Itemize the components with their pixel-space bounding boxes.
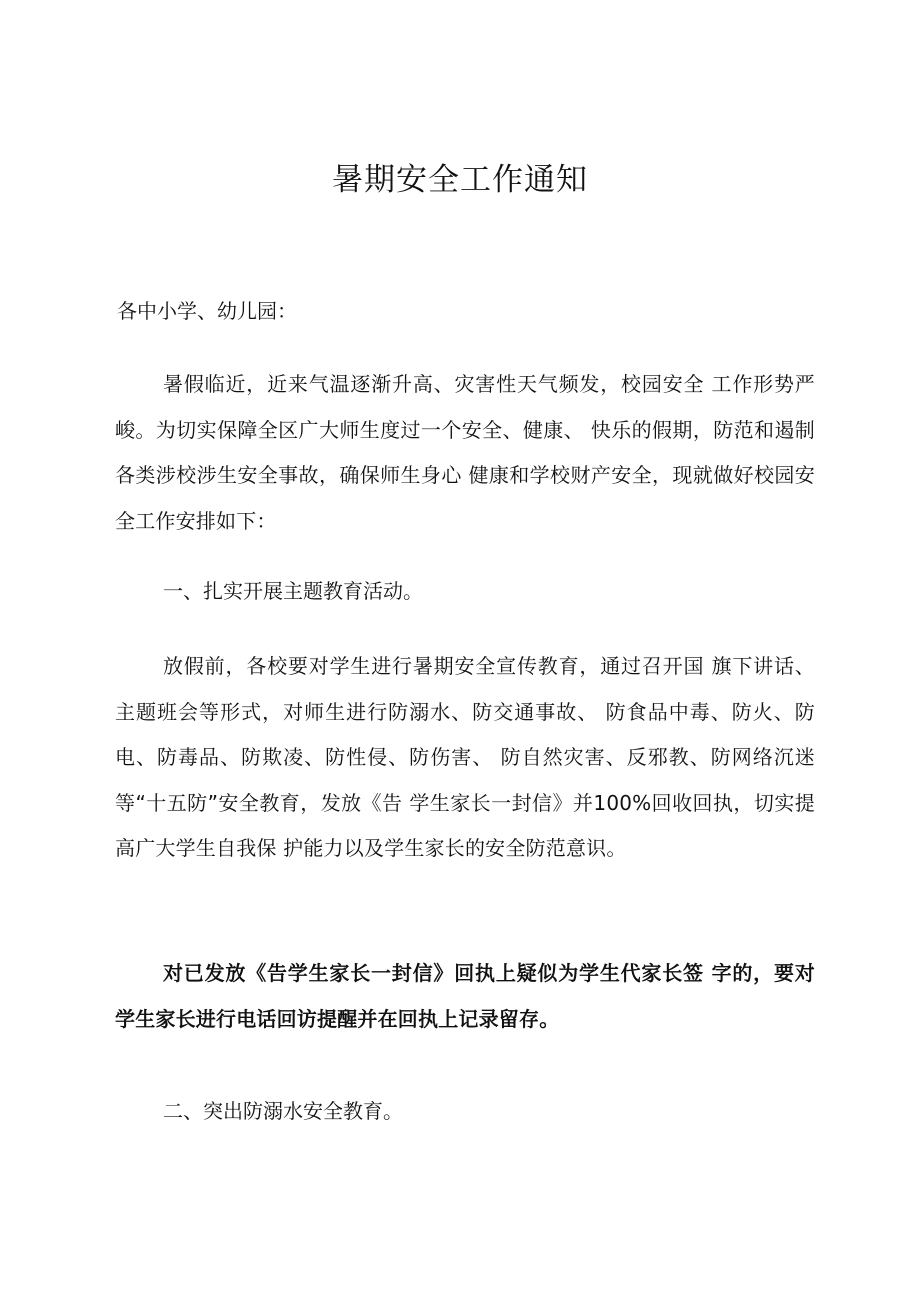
education-paragraph: 放假前，各校要对学生进行暑期安全宣传教育，通过召开国 旗下讲话、主题班会等形式，对师生进行防溺水、防交通事故、 防食品中毒、防火、防电、防毒品、防欺凌、防性侵、防伤害、 防自然灾害、反邪教、防网络沉迷等“十五防”安全教育，发放《告 学生家长一封信》并100%回收回执，切实提高广大学生自我保 护能力以及学生家长的安全防范意识。 xyxy=(115,654,815,860)
document-title: 暑期安全工作通知 xyxy=(332,162,588,198)
salutation: 各中小学、幼儿园： xyxy=(117,299,297,323)
bold-followup-paragraph: 对已发放《告学生家长一封信》回执上疑似为学生代家长签 字的，要对学生家长进行电话回访提醒并在回执上记录留存。 xyxy=(115,961,815,1031)
section-heading-2: 二、突出防溺水安全教育。 xyxy=(163,1099,403,1123)
intro-paragraph: 暑假临近，近来气温逐渐升高、灾害性天气频发，校园安全 工作形势严峻。为切实保障全区广大师生度过一个安全、健康、 快乐的假期，防范和遏制各类涉校涉生安全事故，确保师生身心 健康和学校财产安全，现就做好校园安全工作安排如下： xyxy=(115,372,815,533)
section-heading-1: 一、扎实开展主题教育活动。 xyxy=(163,579,423,603)
